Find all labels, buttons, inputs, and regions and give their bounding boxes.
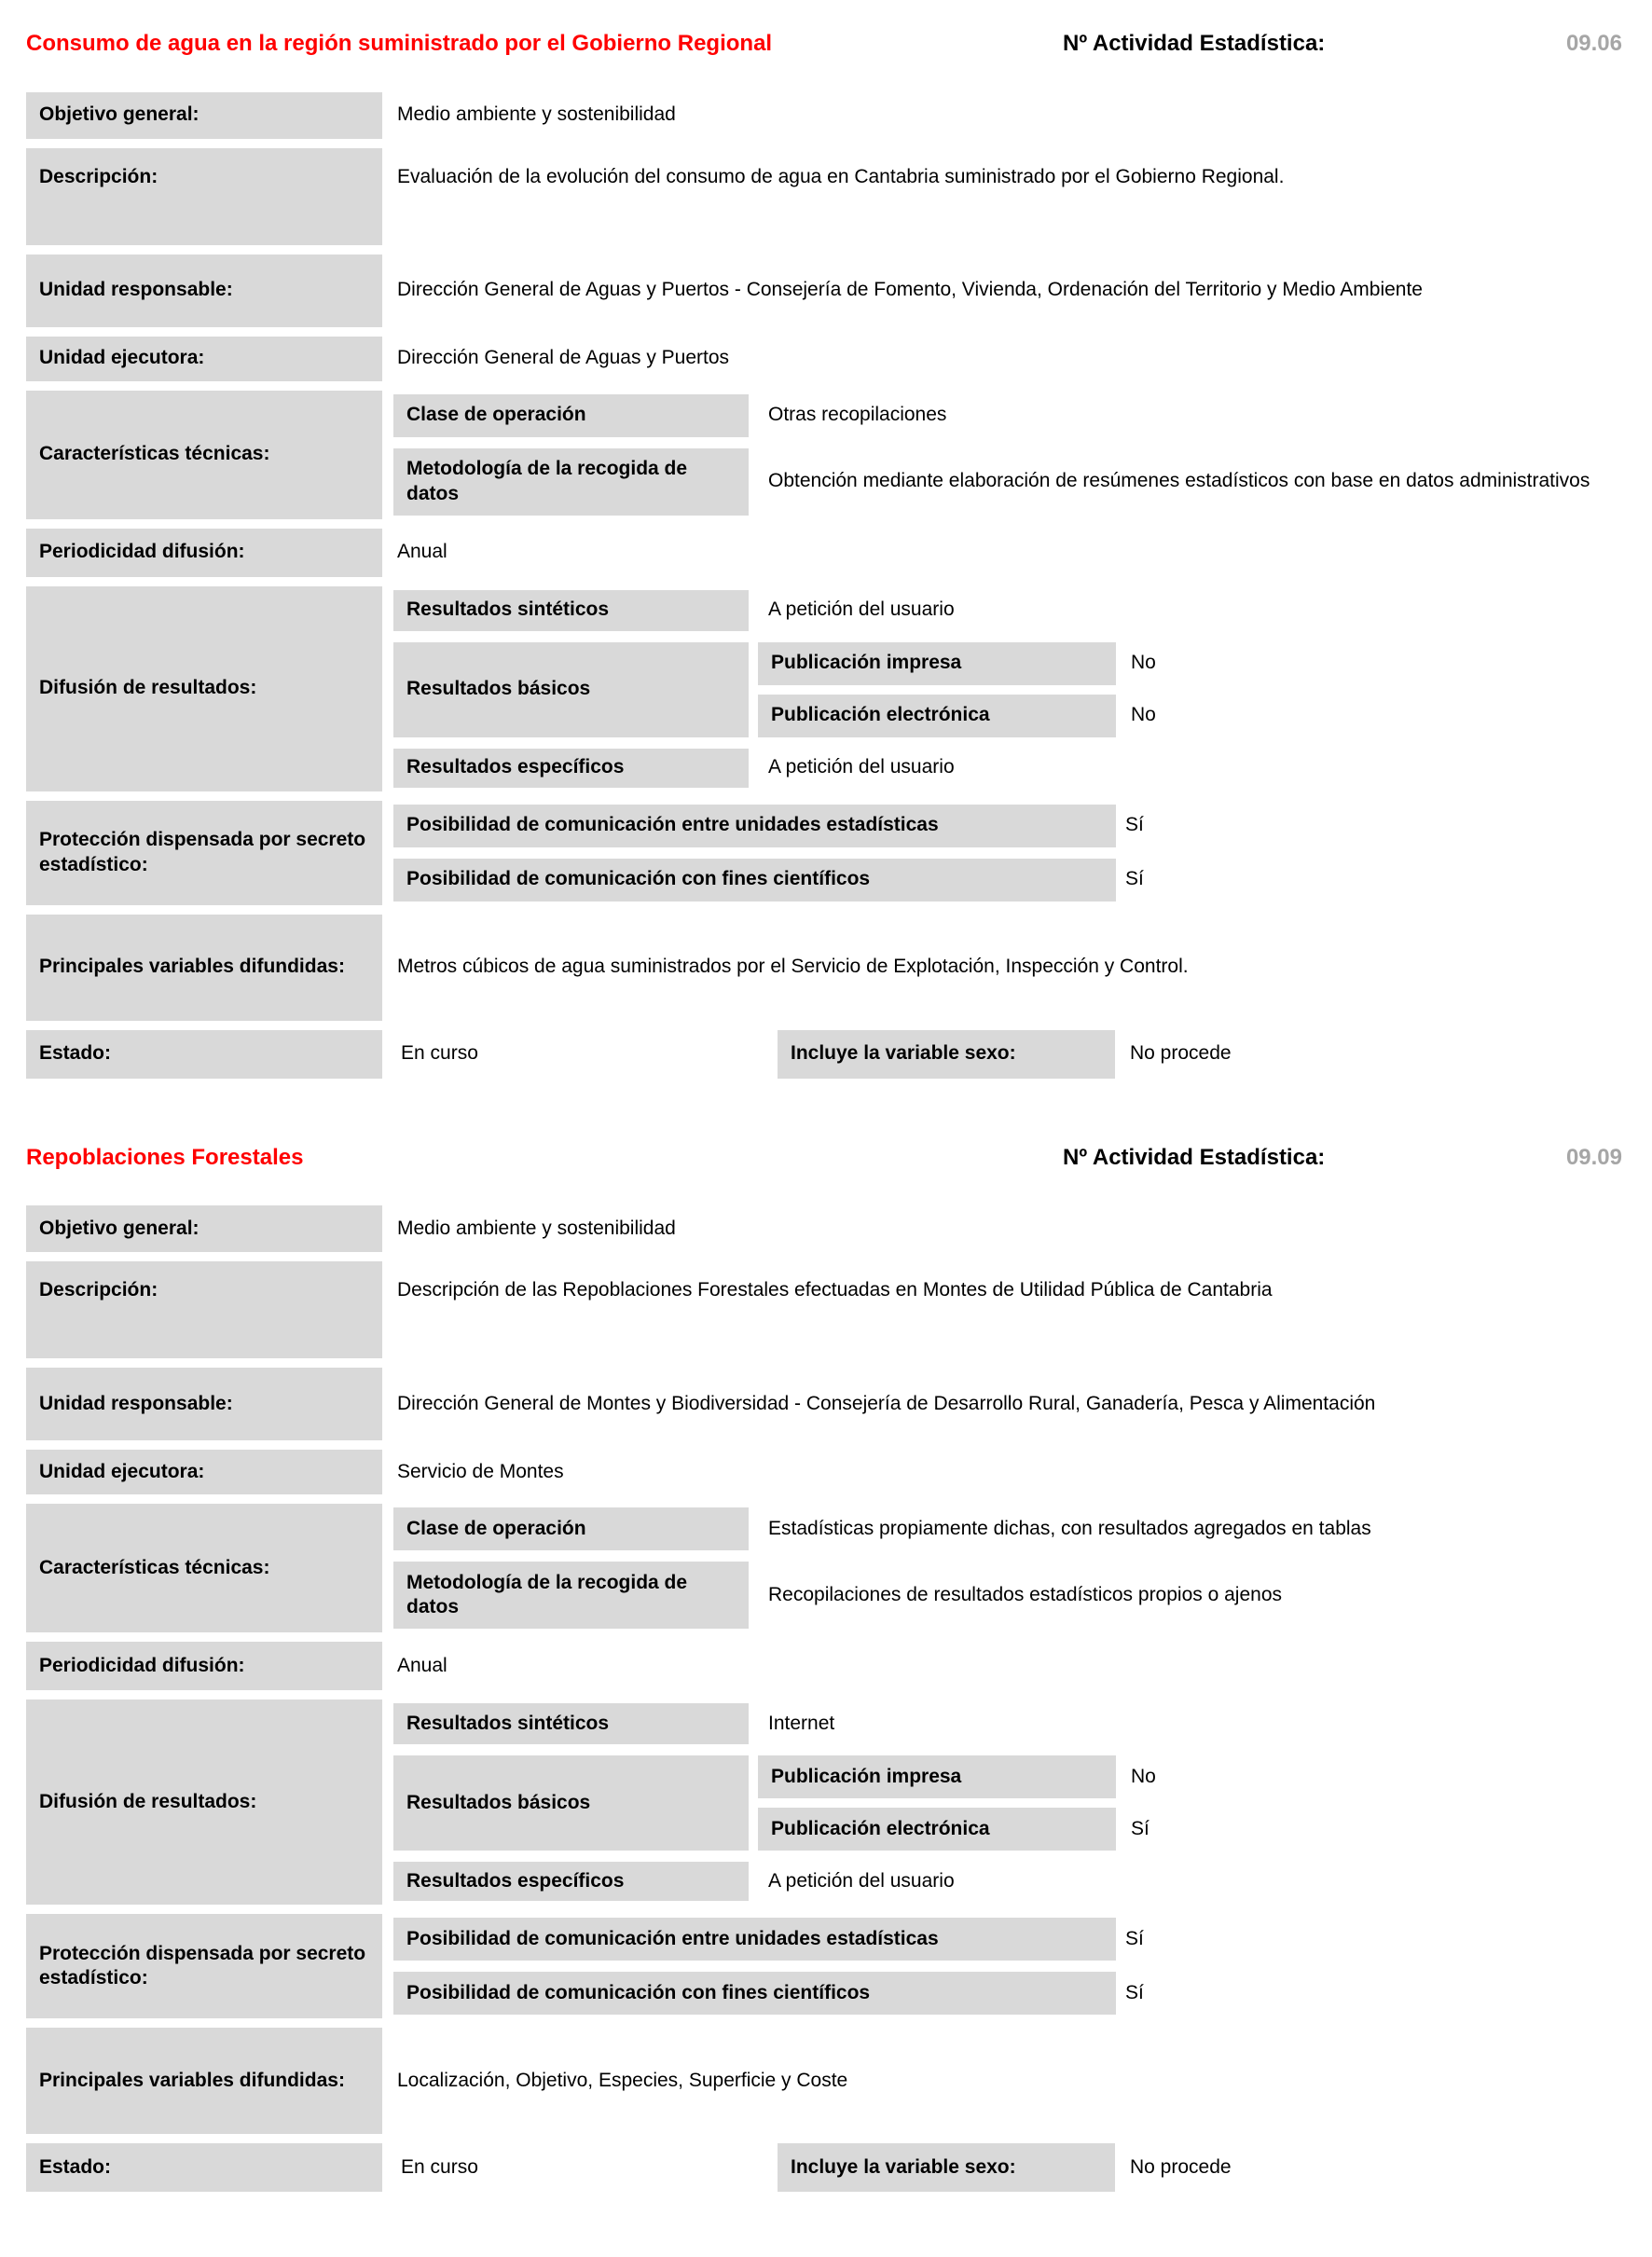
subrow-comunicacion-unidades — [393, 805, 1622, 847]
value-unidad-responsable: Dirección General de Aguas y Puertos - Consejería de Fomento, Vivienda, Ordenación del Territorio y Medio Ambiente — [397, 279, 1423, 301]
nested-row-publicacion-electronica — [758, 1808, 1622, 1851]
label-publicacion-impresa: Publicación impresa — [758, 1755, 1116, 1798]
difusion-subtable — [393, 586, 1622, 791]
value-estado: En curso — [401, 2156, 478, 2178]
value-principales-variables: Metros cúbicos de agua suministrados por el Servicio de Explotación, Inspección y Control. — [397, 956, 1189, 978]
value-principales-variables: Localización, Objetivo, Especies, Superficie y Coste — [397, 2070, 848, 2091]
subrow-metodologia — [393, 448, 1622, 516]
row-unidad-responsable — [26, 1368, 1622, 1440]
row-objetivo-general — [26, 92, 1622, 139]
label-clase-operacion: Clase de operación — [393, 394, 749, 437]
label-estado: Estado: — [26, 2143, 382, 2192]
row-unidad-ejecutora — [26, 1450, 1622, 1494]
label-periodicidad-difusion: Periodicidad difusión: — [26, 529, 382, 577]
value-resultados-sinteticos: A petición del usuario — [768, 599, 955, 621]
label-clase-operacion: Clase de operación — [393, 1507, 749, 1550]
value-publicacion-electronica: Sí — [1131, 1818, 1150, 1839]
ficha-header — [26, 1136, 1622, 1206]
caracteristicas-subtable — [393, 391, 1622, 519]
value-resultados-especificos: A petición del usuario — [768, 756, 955, 778]
value-comunicacion-unidades: Sí — [1125, 814, 1144, 836]
row-caracteristicas-tecnicas — [26, 391, 1622, 519]
value-clase-operacion: Estadísticas propiamente dichas, con resultados agregados en tablas — [768, 1518, 1371, 1539]
label-resultados-especificos: Resultados específicos — [393, 749, 749, 788]
label-resultados-sinteticos: Resultados sintéticos — [393, 590, 749, 631]
difusion-subtable — [393, 1700, 1622, 1905]
row-objetivo-general — [26, 1205, 1622, 1252]
label-objetivo-general: Objetivo general: — [26, 92, 382, 139]
label-publicacion-electronica: Publicación electrónica — [758, 1808, 1116, 1851]
label-unidad-ejecutora: Unidad ejecutora: — [26, 1450, 382, 1494]
label-unidad-ejecutora: Unidad ejecutora: — [26, 337, 382, 381]
value-descripcion: Evaluación de la evolución del consumo de agua en Cantabria suministrado por el Gobierno Regional. — [397, 165, 1285, 187]
row-principales-variables — [26, 2028, 1622, 2134]
label-resultados-especificos: Resultados específicos — [393, 1862, 749, 1901]
label-publicacion-electronica: Publicación electrónica — [758, 695, 1116, 737]
value-metodologia: Obtención mediante elaboración de resúmenes estadísticos con base en datos administrativos — [768, 470, 1590, 492]
subrow-metodologia — [393, 1562, 1622, 1629]
label-comunicacion-unidades: Posibilidad de comunicación entre unidades estadísticas — [393, 1918, 1116, 1961]
row-difusion-resultados — [26, 586, 1622, 791]
resultados-basicos-subtable — [758, 1755, 1622, 1851]
row-unidad-responsable — [26, 255, 1622, 327]
label-difusion-resultados: Difusión de resultados: — [26, 586, 382, 791]
label-descripcion: Descripción: — [26, 1261, 382, 1358]
label-variable-sexo: Incluye la variable sexo: — [778, 2143, 1115, 2192]
label-principales-variables: Principales variables difundidas: — [26, 2028, 382, 2134]
caracteristicas-subtable — [393, 1504, 1622, 1632]
value-periodicidad-difusion: Anual — [397, 541, 447, 563]
label-comunicacion-unidades: Posibilidad de comunicación entre unidades estadísticas — [393, 805, 1116, 847]
label-unidad-responsable: Unidad responsable: — [26, 1368, 382, 1440]
label-resultados-basicos: Resultados básicos — [393, 1755, 749, 1851]
value-comunicacion-cientificos: Sí — [1125, 868, 1144, 890]
nested-row-publicacion-impresa — [758, 1755, 1622, 1798]
value-publicacion-impresa: No — [1131, 1766, 1156, 1787]
subrow-comunicacion-cientificos — [393, 859, 1622, 901]
label-variable-sexo: Incluye la variable sexo: — [778, 1030, 1115, 1079]
label-estado: Estado: — [26, 1030, 382, 1079]
label-comunicacion-cientificos: Posibilidad de comunicación con fines científicos — [393, 1972, 1116, 2015]
value-unidad-ejecutora: Servicio de Montes — [397, 1461, 564, 1482]
value-resultados-sinteticos: Internet — [768, 1713, 835, 1734]
ficha-title: Consumo de agua en la región suministrado por el Gobierno Regional — [26, 31, 773, 56]
label-periodicidad-difusion: Periodicidad difusión: — [26, 1642, 382, 1690]
value-descripcion: Descripción de las Repoblaciones Forestales efectuadas en Montes de Utilidad Pública de Cantabria — [397, 1279, 1273, 1301]
ficha-header — [26, 22, 1622, 92]
row-periodicidad-difusion — [26, 529, 1622, 577]
label-principales-variables: Principales variables difundidas: — [26, 915, 382, 1021]
value-objetivo-general: Medio ambiente y sostenibilidad — [397, 1218, 676, 1239]
subrow-resultados-basicos — [393, 1755, 1622, 1851]
label-publicacion-impresa: Publicación impresa — [758, 642, 1116, 685]
subrow-clase-operacion — [393, 394, 1622, 437]
ficha-09-09 — [26, 1136, 1622, 2193]
activity-number-value: 09.09 — [1565, 1144, 1622, 1170]
value-resultados-especificos: A petición del usuario — [768, 1870, 955, 1892]
activity-number-label: Nº Actividad Estadística: — [1063, 31, 1326, 56]
row-principales-variables — [26, 915, 1622, 1021]
value-objetivo-general: Medio ambiente y sostenibilidad — [397, 103, 676, 126]
subrow-resultados-sinteticos — [393, 1703, 1622, 1744]
value-variable-sexo: No procede — [1130, 2156, 1232, 2178]
proteccion-subtable — [393, 801, 1622, 905]
row-caracteristicas-tecnicas — [26, 1504, 1622, 1632]
row-proteccion-secreto — [26, 1914, 1622, 2018]
value-variable-sexo: No procede — [1130, 1042, 1232, 1065]
label-resultados-sinteticos: Resultados sintéticos — [393, 1703, 749, 1744]
nested-row-publicacion-impresa — [758, 642, 1622, 685]
row-difusion-resultados — [26, 1700, 1622, 1905]
label-descripcion: Descripción: — [26, 148, 382, 245]
label-difusion-resultados: Difusión de resultados: — [26, 1700, 382, 1905]
row-proteccion-secreto — [26, 801, 1622, 905]
label-caracteristicas-tecnicas: Características técnicas: — [26, 1504, 382, 1632]
value-estado: En curso — [401, 1042, 478, 1065]
ficha-09-06 — [26, 22, 1622, 1079]
value-metodologia: Recopilaciones de resultados estadísticos propios o ajenos — [768, 1584, 1282, 1605]
row-descripcion — [26, 148, 1622, 245]
resultados-basicos-subtable — [758, 642, 1622, 737]
ficha-title: Repoblaciones Forestales — [26, 1144, 304, 1170]
nested-row-publicacion-electronica — [758, 695, 1622, 737]
value-periodicidad-difusion: Anual — [397, 1655, 447, 1676]
row-estado — [26, 2143, 1622, 2192]
label-comunicacion-cientificos: Posibilidad de comunicación con fines científicos — [393, 859, 1116, 901]
value-comunicacion-cientificos: Sí — [1125, 1982, 1144, 2003]
subrow-resultados-basicos — [393, 642, 1622, 737]
subrow-comunicacion-cientificos — [393, 1972, 1622, 2015]
row-estado — [26, 1030, 1622, 1079]
label-metodologia: Metodología de la recogida de datos — [393, 448, 749, 516]
label-unidad-responsable: Unidad responsable: — [26, 255, 382, 327]
value-unidad-responsable: Dirección General de Montes y Biodiversidad - Consejería de Desarrollo Rural, Ganadería, Pesca y Alimentación — [397, 1393, 1376, 1414]
value-publicacion-electronica: No — [1131, 704, 1156, 726]
subrow-resultados-especificos — [393, 1862, 1622, 1901]
proteccion-subtable — [393, 1914, 1622, 2018]
row-unidad-ejecutora — [26, 337, 1622, 381]
activity-number-label: Nº Actividad Estadística: — [1063, 1144, 1326, 1170]
label-proteccion-secreto: Protección dispensada por secreto estadístico: — [26, 1914, 382, 2018]
label-proteccion-secreto: Protección dispensada por secreto estadístico: — [26, 801, 382, 905]
subrow-comunicacion-unidades — [393, 1918, 1622, 1961]
value-clase-operacion: Otras recopilaciones — [768, 404, 947, 426]
label-caracteristicas-tecnicas: Características técnicas: — [26, 391, 382, 519]
label-metodologia: Metodología de la recogida de datos — [393, 1562, 749, 1629]
label-resultados-basicos: Resultados básicos — [393, 642, 749, 737]
subrow-resultados-especificos — [393, 749, 1622, 788]
subrow-clase-operacion — [393, 1507, 1622, 1550]
activity-number-value: 09.06 — [1565, 31, 1622, 56]
value-publicacion-impresa: No — [1131, 652, 1156, 674]
label-objetivo-general: Objetivo general: — [26, 1205, 382, 1252]
value-unidad-ejecutora: Dirección General de Aguas y Puertos — [397, 347, 730, 369]
row-periodicidad-difusion — [26, 1642, 1622, 1690]
subrow-resultados-sinteticos — [393, 590, 1622, 631]
row-descripcion — [26, 1261, 1622, 1358]
value-comunicacion-unidades: Sí — [1125, 1928, 1144, 1949]
